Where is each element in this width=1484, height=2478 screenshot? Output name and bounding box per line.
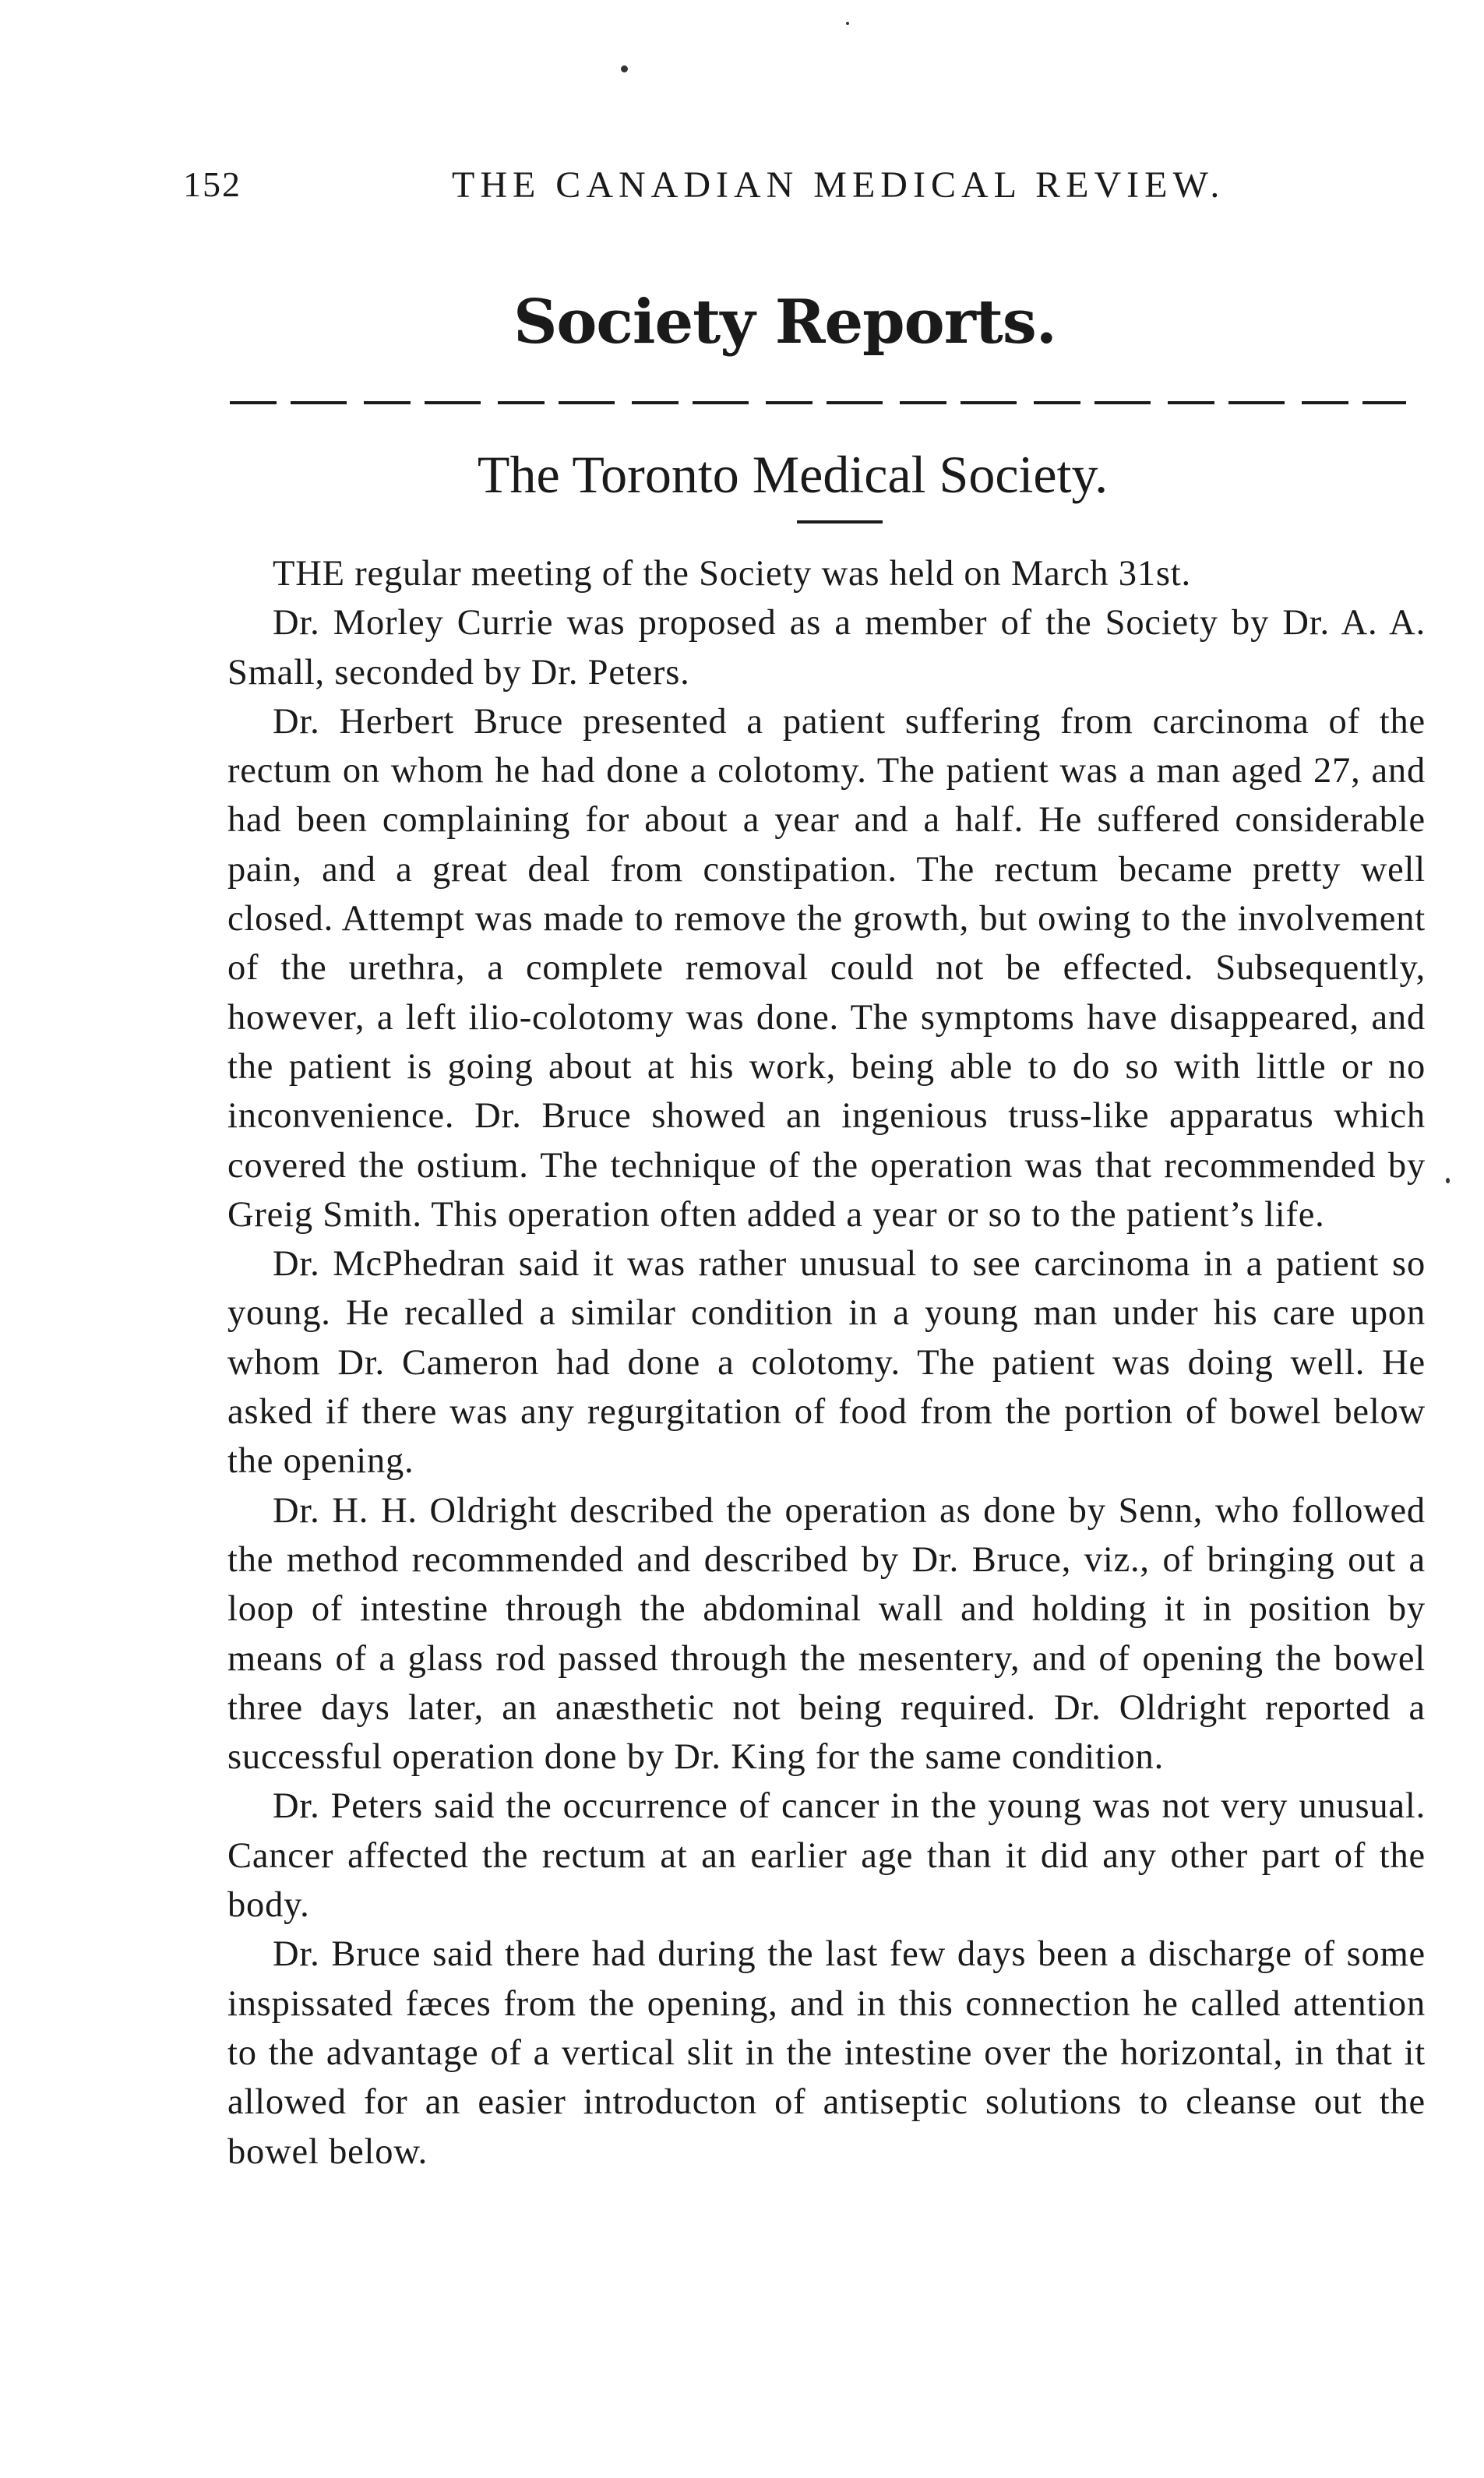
ink-speck	[846, 22, 849, 25]
paragraph-bruce-case: Dr. Herbert Bruce presented a patient suffering from carcinoma of the rectum on whom he had done a colotomy. The patient was a man aged 27, and had been complaining for about a year and a half. He suffered considerable pain, and a great deal from constipation. The rectum became pretty well closed. Attempt was made to remove the growth, but owing to the involvement of the urethra, a complete removal could not be effected. Subsequently, however, a left ilio-colotomy was done. The symptoms have disappeared, and the patient is going about at his work, being able to do so with little or no inconvenience. Dr. Bruce showed an ingenious truss-like apparatus which covered the ostium. The technique of the operation was that recommended by Greig Smith. This operation often added a year or so to the patient’s life.	[227, 701, 1426, 1235]
section-title: Society Reports.	[513, 287, 1056, 358]
journal-title: THE CANADIAN MEDICAL REVIEW.	[452, 164, 1225, 206]
ink-speck	[621, 65, 628, 72]
running-head	[183, 164, 1289, 210]
paragraph-mcphedran: Dr. McPhedran said it was rather unusual to see carcinoma in a patient so young. He recalled a similar condition in a young man under his care upon whom Dr. Cameron had done a colotomy. The patient was doing well. He asked if there was any regurgitation of food from the portion of bowel below the opening.	[227, 1244, 1426, 1482]
paragraph-peters: Dr. Peters said the occurrence of cancer in the young was not very unusual. Cancer affected the rectum at an earlier age than it did any other part of the body.	[227, 1786, 1426, 1926]
ink-speck	[1446, 1178, 1450, 1183]
title-rule	[797, 520, 883, 523]
article-title: The Toronto Medical Society.	[477, 445, 1109, 504]
section-divider	[230, 401, 1406, 404]
paragraph-meeting: THE regular meeting of the Society was held on March 31st.	[273, 554, 1191, 594]
paragraph-proposal: Dr. Morley Currie was proposed as a member of the Society by Dr. A. A. Small, seconded by Dr. Peters.	[227, 603, 1426, 693]
paragraph-oldright: Dr. H. H. Oldright described the operation as done by Senn, who followed the method recommended and described by Dr. Bruce, viz., of bringing out a loop of intestine through the abdominal wall and holding it in position by means of a glass rod passed through the mesentery, and of opening the bowel three days later, an anæsthetic not being required. Dr. Oldright reported a successful operation done by Dr. King for the same condition.	[227, 1490, 1426, 1778]
paragraph-bruce-reply: Dr. Bruce said there had during the last few days been a discharge of some inspissated fæces from the opening, and in this connection he called attention to the advantage of a vertical slit in the intestine over the horizontal, in that it allowed for an easier introducton of antiseptic solutions to cleanse out the bowel below.	[227, 1934, 1426, 2172]
page-number: 152	[183, 164, 241, 204]
article-body	[227, 549, 1426, 2177]
